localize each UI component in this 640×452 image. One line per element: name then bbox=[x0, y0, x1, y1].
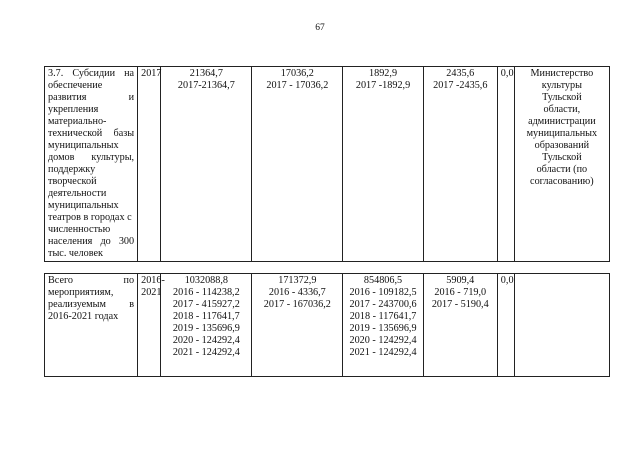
cell-line: 2019 - 135696,9 bbox=[172, 323, 240, 334]
cell-line: культуры bbox=[541, 80, 582, 91]
name-word: реализуемым bbox=[48, 299, 106, 310]
name-line bbox=[48, 80, 134, 92]
executor-cell bbox=[514, 67, 609, 262]
name-line bbox=[48, 116, 134, 128]
name-word: 3.7. bbox=[48, 68, 64, 79]
totals-table bbox=[44, 273, 610, 377]
federal-funding-cell bbox=[252, 274, 343, 377]
cell-line: 2021 - 124292,4 bbox=[172, 347, 240, 358]
name-line bbox=[48, 164, 134, 176]
cell-line: 2017 -2435,6 bbox=[433, 80, 488, 91]
cell-line: 5909,4 bbox=[446, 275, 475, 286]
name-word: базы bbox=[113, 128, 135, 139]
cell-line: 2019 - 135696,9 bbox=[349, 323, 417, 334]
cell-line: муниципальных bbox=[526, 128, 598, 139]
name-line bbox=[48, 236, 134, 248]
cell-line: 2017 - 5190,4 bbox=[431, 299, 489, 310]
cell-line: 2017 -1892,9 bbox=[355, 80, 411, 91]
measure-name-cell bbox=[45, 67, 138, 262]
name-line bbox=[48, 299, 134, 311]
cell-line: 2021 bbox=[141, 287, 162, 298]
total-funding-cell bbox=[161, 274, 252, 377]
name-word: обеспечение bbox=[48, 80, 103, 91]
period-cell bbox=[138, 274, 165, 377]
cell-line: 2020 - 124292,4 bbox=[172, 335, 240, 346]
name-line bbox=[48, 140, 134, 152]
name-word: и bbox=[128, 92, 135, 103]
name-word: развития bbox=[48, 92, 87, 103]
cell-line: Тульской bbox=[542, 152, 582, 163]
total-funding-cell bbox=[161, 67, 252, 262]
name-line bbox=[48, 212, 134, 224]
name-line bbox=[48, 188, 134, 200]
table-row-total bbox=[45, 274, 610, 377]
name-word: Всего bbox=[48, 275, 73, 286]
name-line bbox=[48, 92, 134, 104]
name-word: культуры, bbox=[91, 152, 135, 163]
name-word: технической bbox=[48, 128, 103, 139]
name-line bbox=[48, 68, 134, 80]
name-word: тыс. человек bbox=[48, 248, 103, 259]
total-name bbox=[48, 275, 134, 323]
name-word: деятельности bbox=[48, 188, 107, 199]
cell-line: 2016- bbox=[141, 275, 165, 286]
name-word: мероприятиям, bbox=[48, 287, 114, 298]
name-line bbox=[48, 176, 134, 188]
cell-line: 171372,9 bbox=[278, 275, 317, 286]
name-line bbox=[48, 152, 134, 164]
table-row-subsidy bbox=[45, 67, 610, 262]
name-word: муниципальных bbox=[48, 140, 119, 151]
measure-name bbox=[48, 68, 134, 260]
cell-line: согласованию) bbox=[530, 176, 594, 187]
name-word: домов bbox=[48, 152, 75, 163]
name-word: творческой bbox=[48, 176, 97, 187]
total-name-cell bbox=[45, 274, 138, 377]
page-number: 67 bbox=[315, 23, 325, 33]
name-line bbox=[48, 248, 134, 260]
cell-line: 854806,5 bbox=[363, 275, 403, 286]
cell-line: 2016 - 719,0 bbox=[434, 287, 487, 298]
subsidy-table bbox=[44, 66, 610, 262]
municipal-funding-cell bbox=[423, 67, 497, 262]
cell-line: 21364,7 bbox=[189, 68, 223, 79]
cell-line: 2017 - 17036,2 bbox=[266, 80, 329, 91]
cell-line: 2435,6 bbox=[446, 68, 475, 79]
other-funding-cell: 0,0 bbox=[497, 274, 514, 377]
cell-line: 2016 - 109182,5 bbox=[349, 287, 417, 298]
cell-line: 2018 - 117641,7 bbox=[349, 311, 417, 322]
name-line bbox=[48, 104, 134, 116]
cell-line: 2017-21364,7 bbox=[177, 80, 235, 91]
cell-line: 2016 - 4336,7 bbox=[268, 287, 326, 298]
name-line bbox=[48, 287, 134, 299]
federal-funding-cell bbox=[252, 67, 343, 262]
cell-line: 1032088,8 bbox=[184, 275, 228, 286]
cell-line: администрации bbox=[528, 116, 596, 127]
name-word: на bbox=[124, 68, 135, 79]
name-word: численностью bbox=[48, 224, 111, 235]
name-word: населения bbox=[48, 236, 93, 247]
name-word: укрепления bbox=[48, 104, 99, 115]
name-line bbox=[48, 275, 134, 287]
municipal-funding-cell bbox=[423, 274, 497, 377]
name-word: Субсидии bbox=[72, 68, 116, 79]
cell-line: 2016 - 114238,2 bbox=[173, 287, 240, 298]
cell-line: 2021 - 124292,4 bbox=[349, 347, 417, 358]
name-word: 2016-2021 годах bbox=[48, 311, 119, 322]
cell-line: области, bbox=[543, 104, 581, 115]
cell-line: 17036,2 bbox=[280, 68, 314, 79]
cell-line: 1892,9 bbox=[369, 68, 398, 79]
name-word: в bbox=[129, 299, 135, 310]
name-line bbox=[48, 224, 134, 236]
other-funding-cell: 0,0 bbox=[497, 67, 514, 262]
cell-line: образований bbox=[534, 140, 590, 151]
cell-line: 2017 - 243700,6 bbox=[349, 299, 417, 310]
name-word: муниципальных bbox=[48, 200, 119, 211]
cell-line: Тульской bbox=[542, 92, 582, 103]
name-word: 300 bbox=[118, 236, 135, 247]
cell-line: области (по bbox=[536, 164, 588, 175]
cell-line: Министерство bbox=[530, 68, 594, 79]
cell-line: 2020 - 124292,4 bbox=[349, 335, 417, 346]
name-word: до bbox=[100, 236, 111, 247]
year-cell: 2017 bbox=[138, 67, 161, 262]
regional-funding-cell bbox=[343, 274, 423, 377]
name-line bbox=[48, 200, 134, 212]
name-line bbox=[48, 128, 134, 140]
cell-line: 2018 - 117641,7 bbox=[173, 311, 240, 322]
name-line bbox=[48, 311, 134, 323]
name-word: поддержку bbox=[48, 164, 96, 175]
name-word: театров в городах с bbox=[48, 212, 132, 223]
cell-line: 2017 - 167036,2 bbox=[263, 299, 331, 310]
name-word: по bbox=[123, 275, 135, 286]
regional-funding-cell bbox=[343, 67, 423, 262]
cell-line: 2017 - 415927,2 bbox=[172, 299, 240, 310]
name-word: материально- bbox=[48, 116, 107, 127]
executor-cell bbox=[514, 274, 609, 377]
